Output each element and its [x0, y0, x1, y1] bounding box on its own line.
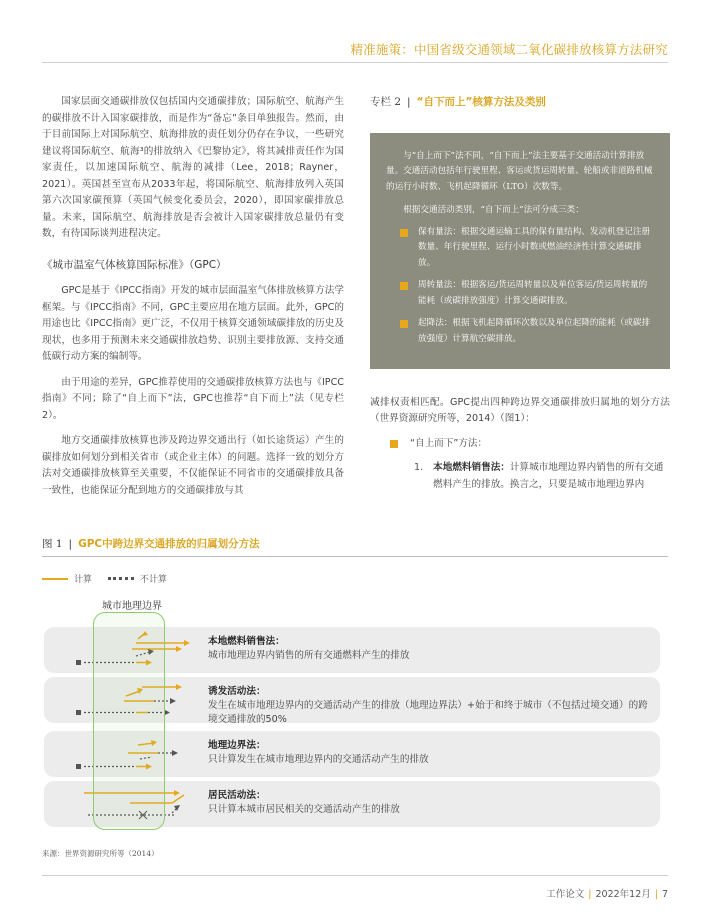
paragraph: 减排权责相匹配。GPC提出四种跨边界交通碳排放归属地的划分方法（世界资源研究所等，2014）（图1）： — [370, 396, 670, 424]
row-title: 地理边界法： — [208, 740, 266, 751]
list-item — [386, 278, 654, 309]
solid-line-icon — [42, 578, 68, 580]
header-title: 精准施策：中国省级交通领域二氧化碳排放核算方法研究 — [350, 42, 668, 57]
item-label: 本地燃料销售法： — [433, 462, 510, 473]
footer: 工作论文 | 2022年12月 | 7 — [546, 889, 668, 900]
left-column — [42, 94, 344, 508]
dotted-line-icon — [108, 577, 134, 580]
row-title: 居民活动法： — [208, 790, 266, 801]
list-item-text: 保有量法：根据交通运输工具的保有量结构、发动机登记注册数量、年行驶里程、运行小时数或燃油经济性计算交通碳排放。 — [418, 226, 651, 268]
list-item-text: 周转量法：根据客运/货运周转量以及单位客运/货运周转量的能耗（或碳排放强度）计算交通碳排放。 — [418, 280, 648, 306]
row-text — [208, 739, 648, 767]
info-box — [370, 133, 670, 369]
figure-number: 图 1 — [42, 538, 63, 550]
header-rule — [42, 62, 668, 63]
sub-heading: 《城市温室气体核算国际标准》（GPC） — [42, 258, 227, 271]
row-description: 只计算发生在城市地理边界内的交通活动产生的排放 — [208, 754, 429, 765]
legend-solid-label: 计算 — [74, 575, 93, 585]
boundary-label: 城市地理边界 — [102, 601, 162, 612]
box-intro: 与“自上而下”法不同，“自下而上”法主要基于交通活动计算排放量。交通活动包括年行驶里程、客运或货运周转量、轮船或非道路机械的运行小时数、飞机起降循环（LTO）次数等。 — [386, 150, 653, 192]
right-column — [370, 94, 670, 493]
row-title: 本地燃料销售法： — [208, 636, 285, 647]
list-item — [386, 225, 654, 272]
box-lead: 根据交通活动类别，“自下而上”法可分成三类： — [403, 205, 584, 215]
paragraph: GPC是基于《IPCC指南》开发的城市层面温室气体排放核算方法学框架。与《IPCC指南》不同，GPC主要应用在地方层面。此外，GPC的用途也比《IPCC指南》更广泛，不仅用于核算交通领域碳排放的历史及现状，也多用于预测未来交通碳排放趋势、识别主要排放源、支持交通低碳行动方案的编制等。 — [42, 285, 344, 362]
bullet-text: “自上而下”方法： — [410, 437, 488, 449]
paragraph: 国家层面交通碳排放仅包括国内交通碳排放；国际航空、航海产生的碳排放不计入国家碳排放，而是作为“备忘”条目单独报告。然而，由于目前国际上对国际航空、航海排放的责任划分仍存在争议，一些研究建议将国际航空、航海³的排放纳入《巴黎协定》，将其减排责任作为国家责任，以加速国际航空、航海的减排（Lee，2018；Rayner，2021）。英国甚至宣布从2033年起，将国际航空、航海排放列入英国第六次国家碳预算（英国气候变化委员会，2020），即国家碳排放总量。未来，国际航空、航海排放是否会被计入国家碳排放总量仍有变数，有待国际谈判进程决定。 — [42, 96, 344, 239]
row-text — [208, 685, 648, 727]
row-description: 只计算本城市居民相关的交通活动产生的排放 — [208, 804, 400, 815]
numbered-item — [370, 460, 670, 493]
footer-rule — [42, 875, 668, 876]
city-boundary — [93, 612, 165, 830]
title-divider: | — [407, 96, 411, 108]
footer-label: 工作论文 — [546, 889, 585, 900]
square-bullet-icon — [400, 229, 408, 237]
row-title: 诱发活动法： — [208, 686, 266, 697]
title-divider: | — [68, 537, 73, 550]
legend — [42, 572, 167, 585]
numbered-item-text — [433, 460, 670, 493]
row-text — [208, 789, 648, 817]
row-description: 城市地理边界内销售的所有交通燃料产生的排放 — [208, 650, 410, 661]
list-item-text: 起降法：根据飞机起降循环次数以及单位起降的能耗（或碳排放强度）计算航空碳排放。 — [418, 318, 651, 344]
box-label: 专栏 2 — [370, 96, 402, 108]
page-number: 7 — [661, 889, 668, 900]
item-text: 计算城市地理边界内销售的所有交通燃料产生的排放。换言之，只要是城市地理边界内 — [433, 462, 664, 490]
box-title — [370, 94, 670, 111]
item-number: 1. — [414, 462, 424, 473]
square-bullet-icon — [390, 440, 398, 448]
paragraph: 地方交通碳排放核算也涉及跨边界交通出行（如长途货运）产生的碳排放如何划分到相关省市（或企业主体）的问题。选择一致的划分方法对交通碳排放核算至关重要，不仅能保证不同省市的交通碳排放具备一致性，也能保证分配到地方的交通碳排放与其 — [42, 435, 344, 496]
figure-source: 来源：世界资源研究所等（2014） — [42, 849, 159, 858]
figure-label — [42, 536, 260, 551]
paragraph: 由于用途的差异，GPC推荐使用的交通碳排放核算方法也与《IPCC指南》不同；除了“自上而下”法，GPC也推荐“自下而上”法（见专栏2）。 — [42, 376, 344, 421]
list-item — [386, 316, 654, 347]
right-text — [370, 395, 670, 494]
figure-rule — [42, 556, 668, 557]
footer-date: 2022年12月 — [595, 889, 651, 900]
bullet-item — [370, 436, 670, 453]
box-heading: “自下而上”核算方法及类别 — [416, 96, 546, 108]
figure-title: GPC中跨边界交通排放的归属划分方法 — [78, 538, 260, 550]
row-description: 发生在城市地理边界内的交通活动产生的排放（地理边界法）+始于和终于城市（不包括过境交通）的跨境交通排放的50% — [208, 700, 648, 725]
square-bullet-icon — [400, 282, 408, 290]
legend-dotted-label: 不计算 — [140, 575, 168, 585]
square-bullet-icon — [400, 320, 408, 328]
row-text — [208, 635, 648, 663]
